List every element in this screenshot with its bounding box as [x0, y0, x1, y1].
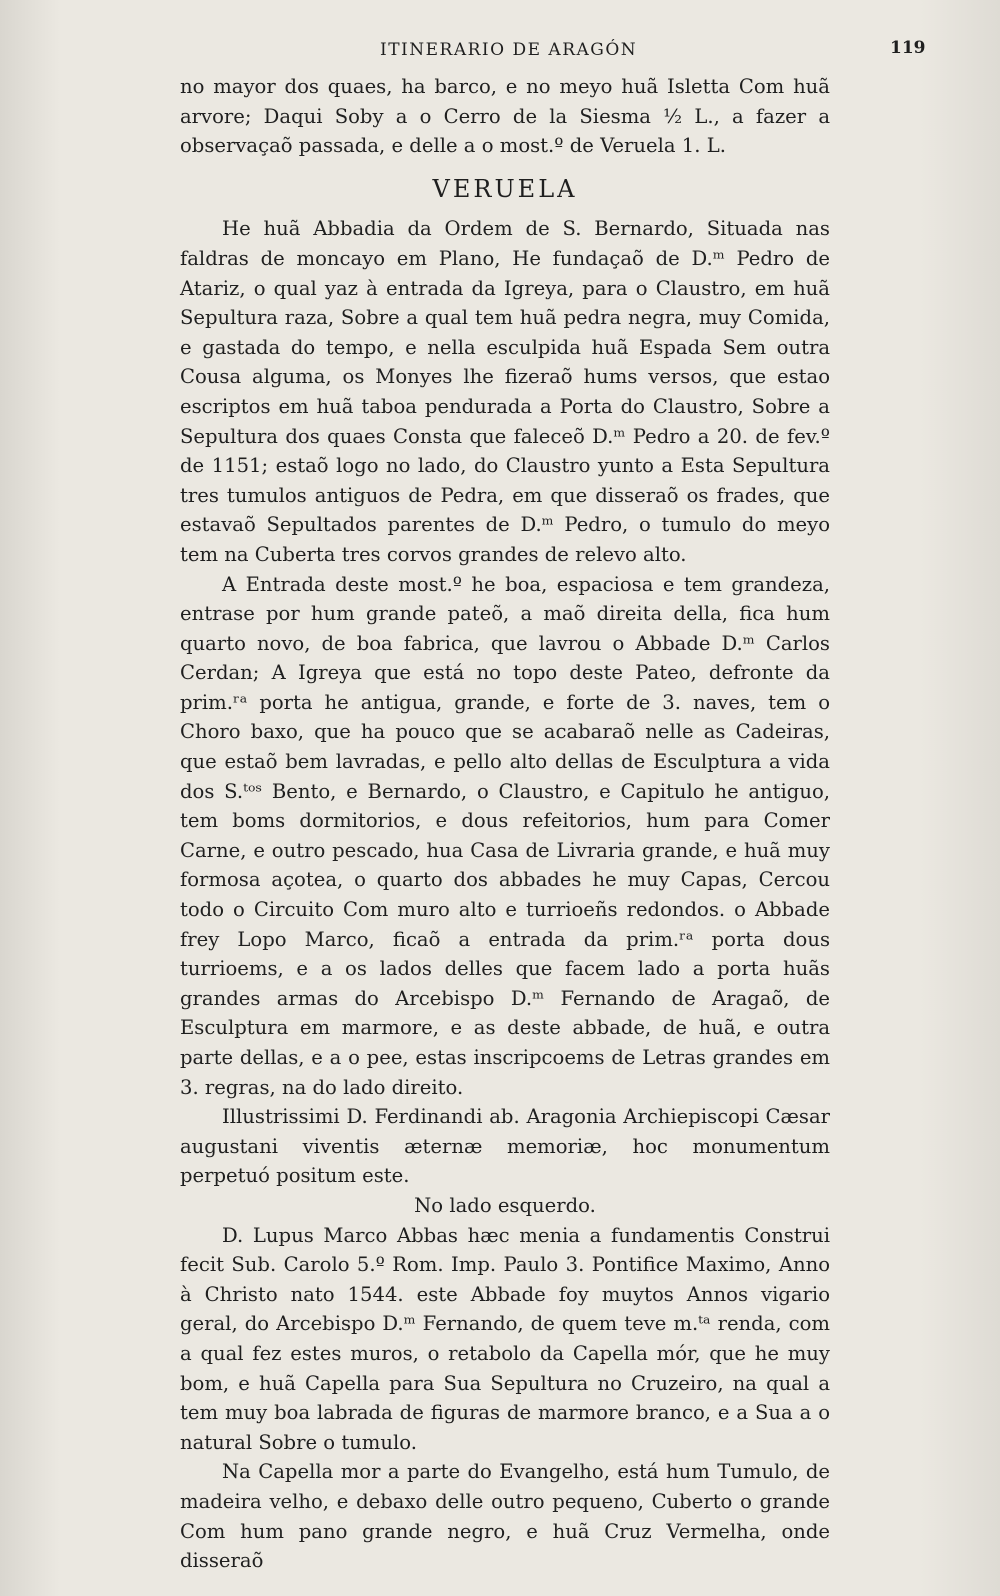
paragraph-opening: no mayor dos quaes, ha barco, e no meyo huã Isletta Com huã arvore; Daqui Soby a o Cerro de la Siesma ½ L., a fazer a observaçaõ passada, e delle a o most.º de Veruela 1. L.	[180, 75, 830, 158]
body-text	[180, 72, 830, 1576]
running-head	[0, 38, 1000, 68]
paragraph-latin-inscription-right: Illustrissimi D. Ferdinandi ab. Aragonia Archiepiscopi Cæsar augustani viventis æternæ memoriæ, hoc monumentum perpetuó positum este.	[180, 1105, 830, 1188]
subheading-left-side: No lado esquerdo.	[414, 1193, 596, 1217]
paragraph-monastery-entrance: A Entrada deste most.º he boa, espaciosa e tem grandeza, entrase por hum grande pateõ, a maõ direita della, fica hum quarto novo, de boa fabrica, que lavrou o Abbade D.ᵐ Carlos Cerdan; A Igreya que está no topo deste Pateo, defronte da prim.ʳᵃ porta he antigua, grande, e forte de 3. naves, tem o Choro baxo, que ha pouco que se acabaraõ nelle as Cadeiras, que estaõ bem lavradas, e pello alto dellas de Esculptura a vida dos S.ᵗᵒˢ Bento, e Bernardo, o Claustro, e Capitulo he antiguo, tem boms dormitorios, e dous refeitorios, hum para Comer Carne, e outro pescado, hua Casa de Livraria grande, e huã muy formosa açotea, o quarto dos abbades he muy Capas, Cercou todo o Circuito Com muro alto e turrioeñs redondos. o Abbade frey Lopo Marco, ficaõ a entrada da prim.ʳᵃ porta dous turrioems, e a os lados delles que facem lado a porta huãs grandes armas do Arcebispo D.ᵐ Fernando de Aragaõ, de Esculptura em marmore, e as deste abbade, de huã, e outra parte dellas, e a o pee, estas inscripcoems de Letras grandes em 3. regras, na do lado direito.	[180, 572, 830, 1099]
paragraph-abbey-description: He huã Abbadia da Ordem de S. Bernardo, Situada nas faldras de moncayo em Plano, He fundaçaõ de D.ᵐ Pedro de Atariz, o qual yaz à entrada da Igreya, para o Claustro, em huã Sepultura raza, Sobre a qual tem huã pedra negra, muy Comida, e gastada do tempo, e nella esculpida huã Espada Sem outra Cousa alguma, os Monyes lhe fizeraõ hums versos, que estao escriptos em huã taboa pendurada a Porta do Claustro, Sobre a Sepultura dos quaes Consta que faleceõ D.ᵐ Pedro a 20. de fev.º de 1151; estaõ logo no lado, do Claustro yunto a Esta Sepultura tres tumulos antiguos de Pedra, em que disseraõ os frades, que estavaõ Sepultados parentes de D.ᵐ Pedro, o tumulo do meyo tem na Cuberta tres corvos grandes de relevo alto.	[180, 217, 830, 566]
section-title: VERUELA	[432, 174, 578, 203]
paragraph-chapel-tomb: Na Capella mor a parte do Evangelho, está hum Tumulo, de madeira velho, e debaxo delle outro pequeno, Cuberto o grande Com hum pano grande negro, e huã Cruz Vermelha, onde disseraõ	[180, 1460, 830, 1573]
running-title: ITINERARIO DE ARAGÓN	[380, 40, 638, 60]
paragraph-latin-inscription-left: D. Lupus Marco Abbas hæc menia a fundamentis Construi fecit Sub. Carolo 5.º Rom. Imp. Paulo 3. Pontifice Maximo, Anno à Christo nato 1544. este Abbade foy muytos Annos vigario geral, do Arcebispo D.ᵐ Fernando, de quem teve m.ᵗᵃ renda, com a qual fez estes muros, o retabolo da Capella mór, que he muy bom, e huã Capella para Sua Sepultura no Cruzeiro, na qual a tem muy boa labrada de figuras de marmore branco, e a Sua a o natural Sobre o tumulo.	[180, 1223, 830, 1454]
page-number: 119	[890, 38, 926, 58]
